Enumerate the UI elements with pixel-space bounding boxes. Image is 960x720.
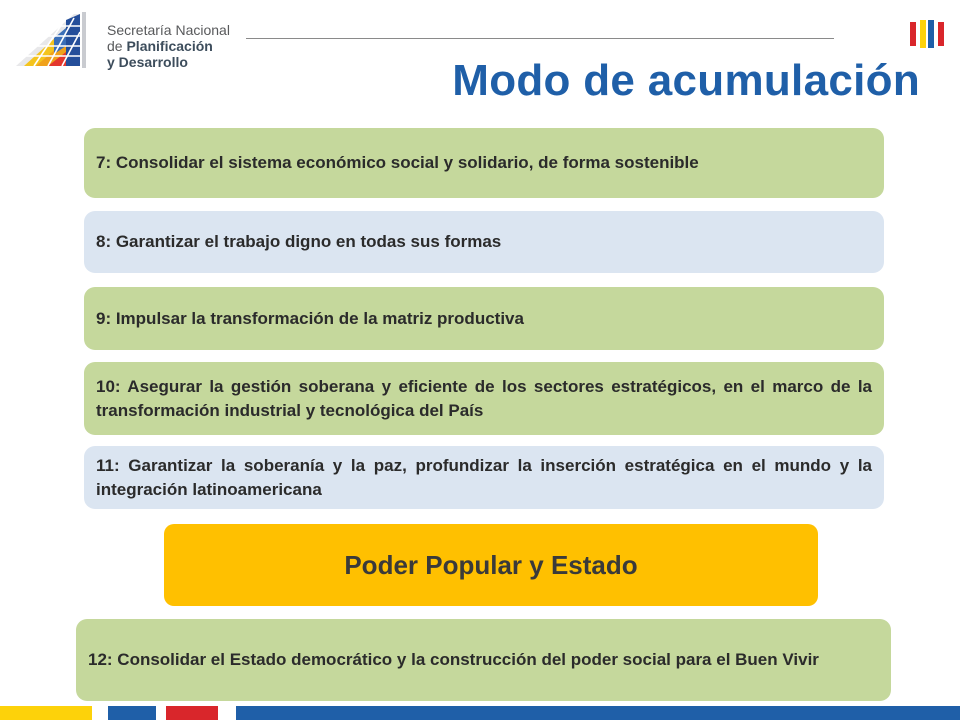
objective-text: 10: Asegurar la gestión soberana y eficiente de los sectores estratégicos, en el marco de la transformación industrial y tecnológica del País [96,376,872,420]
objective-text: 8: Garantizar el trabajo digno en todas sus formas [96,232,502,251]
logo-line3: y Desarrollo [107,54,188,70]
logo-line2-bold: Planificación [126,38,213,54]
objective-card-10 [84,362,884,435]
objective-text: 9: Impulsar la transformación de la matriz productiva [96,308,524,328]
objective-text: 11: Garantizar la soberanía y la paz, profundizar la inserción estratégica en el mundo y la integración latinoamericana [96,455,872,499]
objective-text: 12: Consolidar el Estado democrático y la construcción del poder social para el Buen Vivir [88,650,819,669]
snpd-logo-icon [14,10,104,72]
objective-card-8 [84,211,884,273]
section-heading-banner [164,524,818,606]
objective-card-11 [84,446,884,509]
logo [14,10,244,72]
objective-card-9 [84,287,884,350]
page-title: Modo de acumulación [452,56,920,105]
objective-card-7 [84,128,884,198]
footer-color-bar [0,706,960,720]
ecuador-flag-icon [910,20,946,48]
logo-line2 [107,38,230,54]
objective-card-12 [76,619,891,701]
logo-text [107,22,230,70]
objective-text: 7: Consolidar el sistema económico social y solidario, de forma sostenible [96,153,699,172]
section-heading: Poder Popular y Estado [344,549,638,580]
header-divider [246,38,834,39]
logo-line2-prefix: de [107,38,127,54]
logo-line1: Secretaría Nacional [107,22,230,38]
